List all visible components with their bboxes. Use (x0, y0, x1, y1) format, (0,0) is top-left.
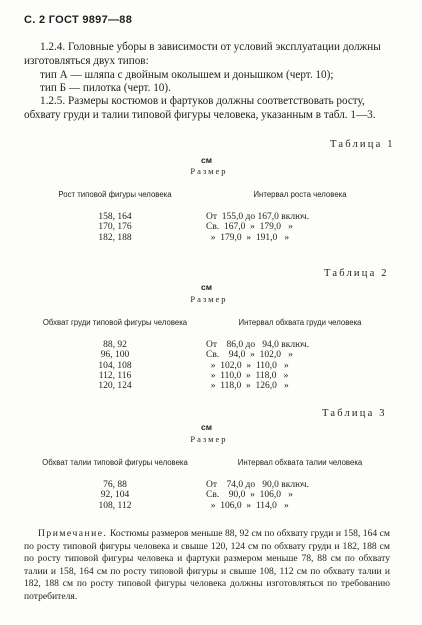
footnote (24, 528, 390, 604)
paragraph-1-2-4: 1.2.4. Головные уборы в зависимости от условий эксплуатации должны изготовляться двух типов: (24, 41, 381, 68)
table-1-caption: Таблица 1 (330, 139, 395, 150)
table-1-cell: 182, 188 (98, 232, 132, 243)
table-2-cell: 96, 100 (100, 350, 130, 361)
table-3-cell: Св. 90,0 » 106,0 » (206, 490, 293, 501)
paragraph-type-a: тип А — шляпа с двойным околышем и донышком (черт. 10); (40, 69, 334, 81)
table-1-col1-header: Рост типовой фигуры человека (58, 190, 172, 199)
table-1-cell: 158, 164 (98, 212, 132, 222)
table-3-col2-header: Интервал обхвата талии человека (237, 458, 363, 467)
table-3-caption: Таблица 3 (322, 408, 387, 419)
table-2-col2-header: Интервал обхвата груди человека (238, 318, 362, 327)
table-2-cell: » 102,0 » 110,0 » (206, 360, 289, 371)
table-2-caption: Таблица 2 (324, 268, 389, 279)
footnote-text: Костюмы размеров меньше 88, 92 см по обхвату груди и 158, 164 см по росту типовой фигуры человека и свыше 120, 124 см по обхвату груди и 182, 188 см по росту типовой фигуры человека и фартуки размером меньше 78, 88 см по обхвату талии и 158, 164 см по росту типовой фигуры и свыше 108, 112 см по обхвату талии и 182, 188 см по росту типовой фигуры человека должны изготовляться по требованию потребителя. (24, 528, 390, 602)
table-2-right-cells (206, 340, 394, 404)
table-1-col2-header: Интервал роста человека (253, 190, 347, 199)
table-3-right-cells (206, 480, 394, 524)
paragraph-type-b: тип Б — пилотка (черт. 10). (40, 82, 171, 94)
table-2-size-header: Размер (190, 294, 228, 304)
table-1-cell: » 179,0 » 191,0 » (206, 232, 290, 243)
table-2-left-cells (24, 340, 206, 404)
table-2-cell: » 118,0 » 126,0 » (206, 381, 289, 392)
table-2-cell: 120, 124 (98, 381, 132, 392)
table-3-cell: 92, 104 (100, 490, 130, 501)
table-1-cell: 170, 176 (98, 222, 132, 233)
paragraph-1-2-5: 1.2.5. Размеры костюмов и фартуков должны соответствовать росту, обхвату груди и талии типовой фигуры человека, указанным в табл. 1—3. (24, 95, 376, 122)
table-3-cell: 76, 88 (103, 480, 127, 490)
table-3-size-header: Размер (190, 434, 228, 444)
table-2-cell: 88, 92 (103, 340, 127, 350)
table-3-cell: » 106,0 » 114,0 » (206, 500, 289, 511)
table-2 (24, 292, 394, 404)
table-2-cell: » 110,0 » 118,0 » (206, 370, 289, 381)
table-1-cell: От 155,0 до 167,0 включ. (206, 212, 309, 222)
table-3-unit: см (201, 422, 213, 432)
table-1-unit: см (201, 155, 213, 165)
table-2-cell: 104, 108 (98, 360, 132, 371)
table-1-size-header: Размер (190, 166, 228, 176)
page-header: С. 2 ГОСТ 9897—88 (24, 14, 133, 26)
table-2-cell: От 86,0 до 94,0 включ. (206, 340, 309, 350)
table-2-unit: см (201, 282, 213, 292)
footnote-label: Примечание. (38, 528, 108, 539)
table-2-cell: 112, 116 (98, 370, 132, 381)
table-3-col1-header: Обхват талии типовой фигуры человека (42, 458, 188, 467)
table-3-left-cells (24, 480, 206, 524)
table-3-cell: 108, 112 (98, 500, 132, 511)
table-1 (24, 164, 394, 276)
table-2-col1-header: Обхват груди типовой фигуры человека (42, 318, 188, 327)
table-1-cell: Св. 167,0 » 179,0 » (206, 222, 293, 233)
table-1-right-cells (206, 212, 394, 276)
table-3-cell: От 74,0 до 90,0 включ. (206, 480, 309, 490)
table-2-cell: Св. 94,0 » 102,0 » (206, 350, 293, 361)
table-3 (24, 432, 394, 524)
table-1-left-cells (24, 212, 206, 276)
